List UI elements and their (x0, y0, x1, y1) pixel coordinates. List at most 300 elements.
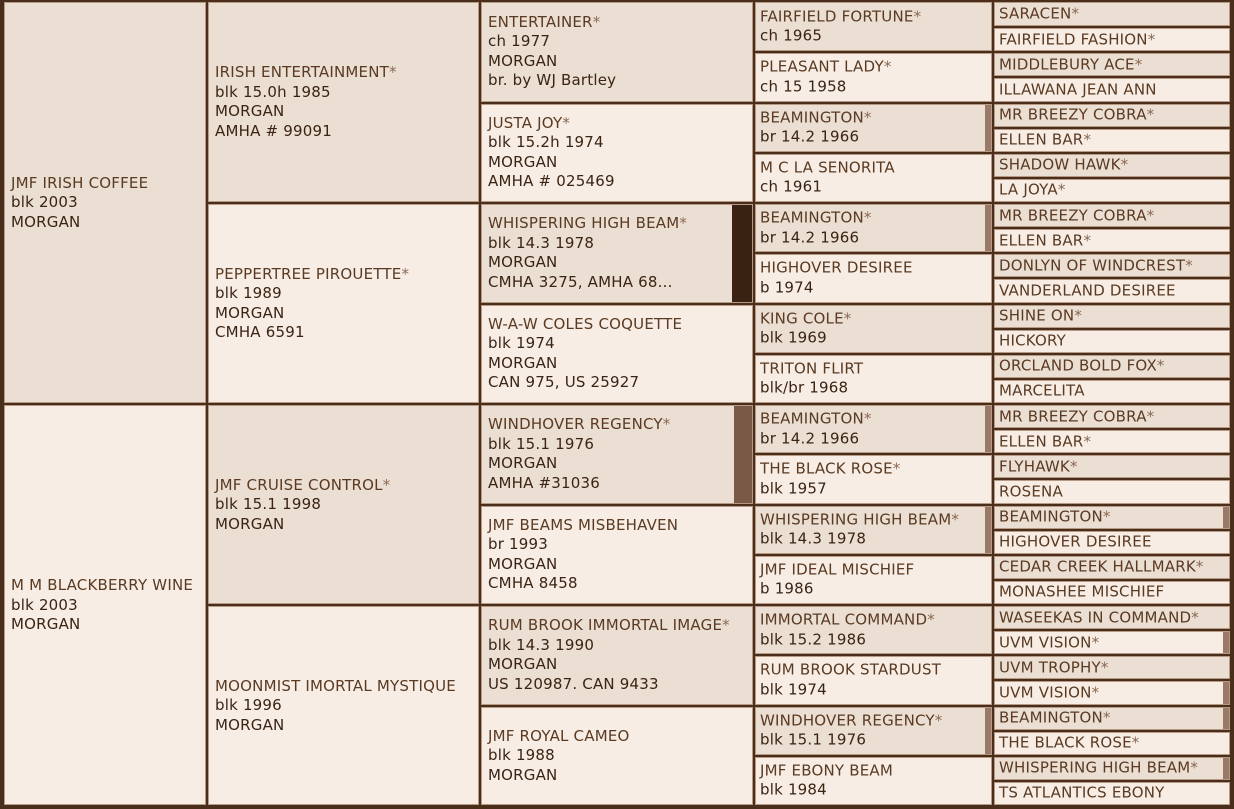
horse-gen5-26[interactable] (994, 656, 1230, 679)
horse-info (488, 415, 748, 493)
horse-name[interactable]: ELLEN BAR (999, 431, 1084, 450)
horse-name-line (760, 661, 987, 681)
horse-name-line (999, 482, 1225, 502)
registered-star-icon: * (927, 610, 935, 629)
horse-name[interactable]: WHISPERING HIGH BEAM (488, 214, 680, 233)
horse-gen5-16[interactable] (994, 405, 1230, 428)
registered-star-icon: * (1191, 607, 1199, 626)
horse-gen4-13[interactable] (755, 656, 992, 704)
horse-gen3-5[interactable] (481, 506, 753, 605)
horse-detail: blk 14.3 1978 (488, 233, 595, 252)
horse-detail: blk 2003 (11, 192, 78, 211)
registered-star-icon: * (1190, 758, 1199, 777)
horse-detail: MORGAN (488, 655, 558, 674)
horse-info (999, 105, 1225, 125)
horse-info (760, 259, 987, 298)
horse-name[interactable]: BEAMINGTON (760, 409, 864, 428)
horse-info (760, 711, 987, 750)
horse-gen5-8[interactable] (994, 204, 1230, 227)
horse-info (999, 357, 1225, 377)
horse-name[interactable]: MR BREEZY COBRA (999, 205, 1147, 224)
horse-detail: MORGAN (215, 102, 285, 120)
horse-detail: MORGAN (215, 715, 285, 734)
horse-name-line (760, 158, 987, 178)
horse-info (760, 460, 987, 499)
horse-gen5-24[interactable] (994, 606, 1230, 629)
horse-name[interactable]: WHISPERING HIGH BEAM (999, 758, 1191, 777)
horse-name-line (999, 281, 1225, 301)
horse-info (999, 759, 1225, 779)
horse-detail: blk/br 1968 (760, 378, 849, 397)
horse-gen5-0[interactable] (994, 2, 1230, 26)
horse-detail: blk 2003 (11, 595, 78, 614)
cell-edge-bar (985, 708, 991, 754)
horse-gen2-2[interactable] (208, 405, 479, 604)
horse-name[interactable]: SHADOW HAWK (999, 155, 1121, 174)
horse-gen5-23[interactable] (994, 581, 1230, 604)
registered-star-icon: * (843, 309, 852, 328)
registered-star-icon: * (951, 510, 960, 529)
horse-name-line (760, 761, 987, 781)
horse-detail: CAN 975, US 25927 (488, 373, 640, 392)
horse-info (488, 13, 748, 91)
horse-info (11, 576, 201, 635)
horse-name-line (999, 30, 1225, 50)
horse-name-line (999, 432, 1225, 452)
horse-name-line (488, 727, 748, 747)
horse-detail: br 14.2 1966 (760, 429, 860, 448)
horse-name[interactable]: HIGHOVER DESIREE (760, 258, 913, 277)
horse-gen4-12[interactable] (755, 606, 992, 654)
horse-info (11, 173, 201, 232)
horse-name[interactable]: JMF ROYAL CAMEO (488, 726, 630, 745)
registered-star-icon: * (1134, 55, 1143, 74)
horse-name[interactable]: MR BREEZY COBRA (999, 406, 1147, 425)
registered-star-icon: * (863, 409, 872, 428)
horse-detail: CMHA 8458 (488, 574, 578, 593)
horse-name-line (999, 708, 1225, 728)
horse-name-line (999, 231, 1225, 251)
horse-detail: AMHA # 025469 (488, 172, 615, 191)
registered-star-icon: * (1083, 230, 1092, 249)
horse-name[interactable]: PLEASANT LADY (760, 57, 884, 76)
horse-name-line (215, 63, 474, 83)
registered-star-icon: * (934, 711, 943, 730)
horse-name[interactable]: ILLAWANA JEAN ANN (999, 80, 1157, 99)
horse-name[interactable]: FAIRFIELD FORTUNE (760, 7, 914, 26)
horse-name[interactable]: WINDHOVER REGENCY (760, 711, 935, 730)
horse-gen4-9[interactable] (755, 455, 992, 503)
horse-name-line (999, 306, 1225, 326)
horse-info (760, 560, 987, 599)
horse-gen5-15[interactable] (994, 380, 1230, 403)
horse-detail: MORGAN (488, 51, 558, 70)
horse-name[interactable]: VANDERLAND DESIREE (999, 281, 1176, 300)
horse-gen5-25[interactable] (994, 631, 1230, 654)
horse-detail: MORGAN (488, 554, 558, 573)
horse-detail: blk 15.2 1986 (760, 630, 867, 649)
horse-name[interactable]: JMF CRUISE CONTROL (215, 475, 383, 494)
horse-info (999, 80, 1225, 100)
horse-name[interactable]: CEDAR CREEK HALLMARK (999, 557, 1196, 576)
horse-info (999, 306, 1225, 326)
horse-name-line (760, 58, 987, 78)
horse-name-line (760, 259, 987, 279)
registered-star-icon: * (883, 57, 892, 76)
registered-star-icon: * (722, 616, 730, 635)
horse-info (999, 482, 1225, 502)
horse-name[interactable]: THE BLACK ROSE (760, 459, 893, 478)
horse-name-line (999, 4, 1225, 24)
horse-info (215, 63, 474, 141)
horse-gen4-5[interactable] (755, 254, 992, 302)
cell-edge-bar (1223, 682, 1229, 703)
horse-detail: MORGAN (488, 454, 558, 473)
horse-info (488, 616, 748, 694)
horse-info (999, 382, 1225, 402)
registered-star-icon: * (863, 108, 872, 127)
horse-detail: blk 15.1 1976 (760, 730, 867, 749)
horse-detail: blk 1996 (215, 695, 282, 714)
horse-gen3-1[interactable] (481, 104, 753, 203)
horse-info (760, 510, 987, 549)
registered-star-icon: * (401, 264, 410, 283)
horse-name-line (999, 583, 1225, 603)
horse-gen5-12[interactable] (994, 305, 1230, 328)
horse-name[interactable]: RUM BROOK STARDUST (760, 660, 942, 679)
registered-star-icon: * (1147, 29, 1156, 48)
horse-name-line (999, 382, 1225, 402)
cell-edge-bar (985, 406, 991, 452)
cell-edge-bar (985, 507, 991, 553)
horse-gen5-11[interactable] (994, 279, 1230, 302)
horse-detail: ch 1965 (760, 26, 823, 45)
horse-name[interactable]: FLYHAWK (999, 457, 1070, 476)
horse-gen4-15[interactable] (755, 757, 992, 805)
horse-gen3-2[interactable] (481, 204, 753, 303)
horse-detail: MORGAN (215, 303, 285, 322)
horse-name-line (999, 357, 1225, 377)
horse-gen3-0[interactable] (481, 2, 753, 102)
horse-gen4-3[interactable] (755, 154, 992, 202)
horse-info (999, 4, 1225, 24)
horse-info (215, 475, 474, 534)
horse-name[interactable]: SARACEN (999, 4, 1072, 23)
horse-info (999, 181, 1225, 201)
horse-info (488, 516, 748, 594)
horse-info (488, 214, 748, 292)
horse-gen4-7[interactable] (755, 355, 992, 403)
horse-gen5-28[interactable] (994, 707, 1230, 730)
horse-info (999, 281, 1225, 301)
horse-gen5-21[interactable] (994, 531, 1230, 554)
horse-name-line (11, 576, 201, 596)
horse-detail: MORGAN (488, 152, 558, 171)
horse-gen3-6[interactable] (481, 606, 753, 705)
horse-detail: blk 1988 (488, 746, 555, 764)
horse-detail: blk 14.3 1990 (488, 635, 595, 654)
horse-info (999, 708, 1225, 728)
horse-gen4-4[interactable] (755, 204, 992, 252)
horse-detail: MORGAN (11, 614, 81, 633)
horse-gen5-22[interactable] (994, 556, 1230, 579)
horse-gen5-29[interactable] (994, 732, 1230, 755)
horse-name[interactable]: MIDDLEBURY ACE (999, 55, 1135, 74)
horse-gen5-1[interactable] (994, 28, 1230, 51)
horse-name-line (999, 507, 1225, 527)
registered-star-icon: * (662, 415, 671, 434)
horse-detail: AMHA # 99091 (215, 121, 332, 140)
horse-name-line (999, 206, 1225, 226)
horse-name[interactable]: M C LA SENORITA (760, 158, 895, 177)
horse-name[interactable]: ELLEN BAR (999, 230, 1084, 249)
horse-info (760, 58, 987, 97)
horse-name-line (760, 7, 987, 27)
horse-info (999, 231, 1225, 251)
horse-name[interactable]: JMF IRISH COFFEE (11, 173, 149, 192)
horse-gen5-10[interactable] (994, 254, 1230, 277)
horse-gen5-5[interactable] (994, 129, 1230, 152)
horse-name[interactable]: JUSTA JOY (488, 113, 563, 132)
horse-gen5-7[interactable] (994, 179, 1230, 202)
horse-gen5-6[interactable] (994, 154, 1230, 177)
horse-name[interactable]: ENTERTAINER (488, 12, 593, 31)
horse-gen2-1[interactable] (208, 204, 479, 403)
horse-name-line (760, 410, 987, 430)
horse-name[interactable]: UVM VISION (999, 632, 1092, 651)
horse-name[interactable]: SHINE ON (999, 306, 1075, 325)
horse-name[interactable]: WINDHOVER REGENCY (488, 415, 663, 434)
horse-name-line (999, 558, 1225, 578)
horse-name-line (760, 309, 987, 329)
horse-name-line (999, 407, 1225, 427)
horse-name-line (999, 784, 1225, 804)
horse-name[interactable]: HICKORY (999, 331, 1067, 350)
horse-detail: blk 14.3 1978 (760, 529, 867, 548)
horse-gen5-3[interactable] (994, 78, 1230, 101)
horse-name[interactable]: BEAMINGTON (760, 108, 864, 127)
horse-name-line (488, 516, 748, 536)
horse-name[interactable]: ELLEN BAR (999, 130, 1084, 149)
horse-name[interactable]: IMMORTAL COMMAND (760, 610, 928, 629)
registered-star-icon: * (1146, 205, 1155, 224)
horse-name-line (999, 532, 1225, 552)
horse-info (999, 583, 1225, 603)
horse-gen3-3[interactable] (481, 305, 753, 404)
horse-info (999, 206, 1225, 226)
horse-info (999, 558, 1225, 578)
horse-name[interactable]: TS ATLANTICS EBONY (999, 783, 1165, 802)
registered-star-icon: * (892, 459, 901, 478)
cell-edge-bar (734, 406, 752, 503)
horse-name[interactable]: WASEEKAS IN COMMAND (999, 607, 1192, 626)
registered-star-icon: * (1102, 708, 1111, 727)
horse-gen2-3[interactable] (208, 606, 479, 805)
horse-info (999, 658, 1225, 678)
horse-name[interactable]: WHISPERING HIGH BEAM (760, 510, 952, 529)
horse-name[interactable]: THE BLACK ROSE (999, 733, 1132, 752)
horse-name-line (760, 359, 987, 379)
horse-gen3-4[interactable] (481, 405, 753, 504)
horse-info (760, 108, 987, 147)
horse-gen4-1[interactable] (755, 53, 992, 101)
horse-name[interactable]: KING COLE (760, 309, 844, 328)
horse-info (999, 55, 1225, 75)
horse-gen5-17[interactable] (994, 430, 1230, 453)
horse-detail: blk 1974 (760, 680, 827, 699)
horse-name[interactable]: ORCLAND BOLD FOX (999, 356, 1157, 375)
horse-name-line (999, 608, 1225, 628)
registered-star-icon: * (863, 208, 872, 227)
horse-gen5-31[interactable] (994, 782, 1230, 805)
horse-name-line (999, 683, 1225, 703)
horse-info (999, 407, 1225, 427)
horse-gen1-0[interactable] (4, 2, 206, 403)
registered-star-icon: * (592, 12, 601, 31)
horse-name[interactable]: ROSENA (999, 482, 1063, 501)
horse-detail: AMHA #31036 (488, 473, 600, 492)
horse-detail: br. by WJ Bartley (488, 71, 617, 90)
horse-gen4-14[interactable] (755, 707, 992, 755)
horse-name-line (215, 676, 474, 696)
horse-name-line (760, 560, 987, 580)
horse-name-line (999, 256, 1225, 276)
horse-name[interactable]: IRISH ENTERTAINMENT (215, 63, 390, 81)
horse-info (999, 457, 1225, 477)
horse-gen4-10[interactable] (755, 506, 992, 554)
horse-name[interactable]: JMF BEAMS MISBEHAVEN (488, 515, 679, 534)
cell-edge-bar (1223, 758, 1229, 779)
horse-gen5-2[interactable] (994, 53, 1230, 76)
horse-name[interactable]: FAIRFIELD FASHION (999, 29, 1148, 48)
cell-edge-bar (732, 205, 752, 302)
horse-gen4-6[interactable] (755, 305, 992, 353)
horse-name[interactable]: W-A-W COLES COQUETTE (488, 314, 683, 333)
horse-name[interactable]: DONLYN OF WINDCREST (999, 256, 1186, 275)
horse-name-line (488, 616, 748, 636)
cell-edge-bar (1223, 507, 1229, 528)
horse-name-line (999, 733, 1225, 753)
horse-gen1-1[interactable] (4, 405, 206, 805)
horse-name-line (488, 415, 748, 435)
horse-name[interactable]: MR BREEZY COBRA (999, 105, 1147, 124)
horse-detail: US 120987. CAN 9433 (488, 674, 659, 693)
horse-name[interactable]: HIGHOVER DESIREE (999, 532, 1152, 551)
registered-star-icon: * (1091, 632, 1100, 651)
horse-gen3-7[interactable] (481, 707, 753, 806)
horse-gen5-18[interactable] (994, 455, 1230, 478)
horse-name[interactable]: MOONMIST IMORTAL MYSTIQUE (215, 676, 456, 695)
horse-detail: MORGAN (488, 253, 558, 272)
horse-detail: blk 15.1 1998 (215, 494, 322, 513)
horse-name-line (760, 611, 987, 631)
horse-gen5-20[interactable] (994, 506, 1230, 529)
horse-name-line (215, 265, 474, 285)
horse-name[interactable]: BEAMINGTON (999, 507, 1103, 526)
horse-gen4-2[interactable] (755, 104, 992, 152)
horse-name[interactable]: JMF EBONY BEAM (760, 761, 893, 780)
horse-info (215, 676, 474, 735)
horse-name[interactable]: MARCELITA (999, 381, 1085, 400)
horse-info (760, 209, 987, 248)
horse-info (488, 114, 748, 192)
horse-name-line (999, 105, 1225, 125)
horse-gen5-9[interactable] (994, 229, 1230, 252)
registered-star-icon: * (1156, 356, 1165, 375)
horse-name[interactable]: PEPPERTREE PIROUETTE (215, 264, 402, 283)
horse-name[interactable]: BEAMINGTON (999, 708, 1103, 727)
horse-name[interactable]: JMF IDEAL MISCHIEF (760, 560, 915, 579)
horse-info (760, 661, 987, 700)
horse-info (999, 532, 1225, 552)
horse-info (999, 432, 1225, 452)
registered-star-icon: * (1146, 406, 1155, 425)
horse-gen4-0[interactable] (755, 2, 992, 51)
horse-name-line (488, 315, 748, 335)
horse-name[interactable]: M M BLACKBERRY WINE (11, 575, 194, 594)
horse-name-line (760, 510, 987, 530)
horse-gen5-4[interactable] (994, 104, 1230, 127)
horse-info (760, 611, 987, 650)
registered-star-icon: * (679, 214, 688, 233)
horse-name-line (999, 331, 1225, 351)
horse-name-line (760, 108, 987, 128)
registered-star-icon: * (1120, 155, 1129, 174)
horse-name-line (999, 55, 1225, 75)
horse-detail: br 14.2 1966 (760, 127, 860, 146)
horse-detail: blk 15.1 1976 (488, 434, 595, 453)
horse-gen5-19[interactable] (994, 480, 1230, 503)
horse-detail: blk 1984 (760, 780, 827, 799)
horse-detail: ch 15 1958 (760, 77, 847, 96)
horse-name[interactable]: RUM BROOK IMMORTAL IMAGE (488, 616, 723, 635)
horse-gen2-0[interactable] (208, 2, 479, 202)
horse-info (999, 683, 1225, 703)
horse-name[interactable]: UVM TROPHY (999, 658, 1101, 677)
horse-name[interactable]: LA JOYA (999, 180, 1058, 199)
cell-edge-bar (985, 205, 991, 251)
horse-name[interactable]: MONASHEE MISCHIEF (999, 582, 1165, 601)
horse-name[interactable]: TRITON FLIRT (760, 359, 864, 378)
horse-gen4-11[interactable] (755, 556, 992, 604)
horse-name-line (999, 181, 1225, 201)
horse-gen5-30[interactable] (994, 757, 1230, 780)
horse-detail: blk 15.2h 1974 (488, 133, 604, 152)
horse-detail: blk 15.0h 1985 (215, 82, 331, 101)
horse-name-line (11, 173, 201, 193)
horse-detail: b 1986 (760, 579, 814, 598)
registered-star-icon: * (1083, 431, 1092, 450)
horse-name-line (488, 13, 748, 33)
horse-info (760, 158, 987, 197)
horse-name-line (215, 475, 474, 495)
horse-info (999, 633, 1225, 653)
horse-gen5-14[interactable] (994, 355, 1230, 378)
horse-info (488, 315, 748, 393)
registered-star-icon: * (389, 63, 397, 81)
registered-star-icon: * (1074, 306, 1083, 325)
horse-name[interactable]: UVM VISION (999, 683, 1092, 702)
horse-detail: MORGAN (215, 514, 285, 533)
horse-detail: CMHA 3275, AMHA 68... (488, 272, 673, 291)
registered-star-icon: * (1069, 457, 1078, 476)
horse-detail: blk 1989 (215, 284, 282, 302)
cell-edge-bar (1223, 632, 1229, 653)
horse-name[interactable]: BEAMINGTON (760, 208, 864, 227)
horse-gen5-27[interactable] (994, 681, 1230, 704)
horse-gen4-8[interactable] (755, 405, 992, 453)
horse-gen5-13[interactable] (994, 330, 1230, 353)
